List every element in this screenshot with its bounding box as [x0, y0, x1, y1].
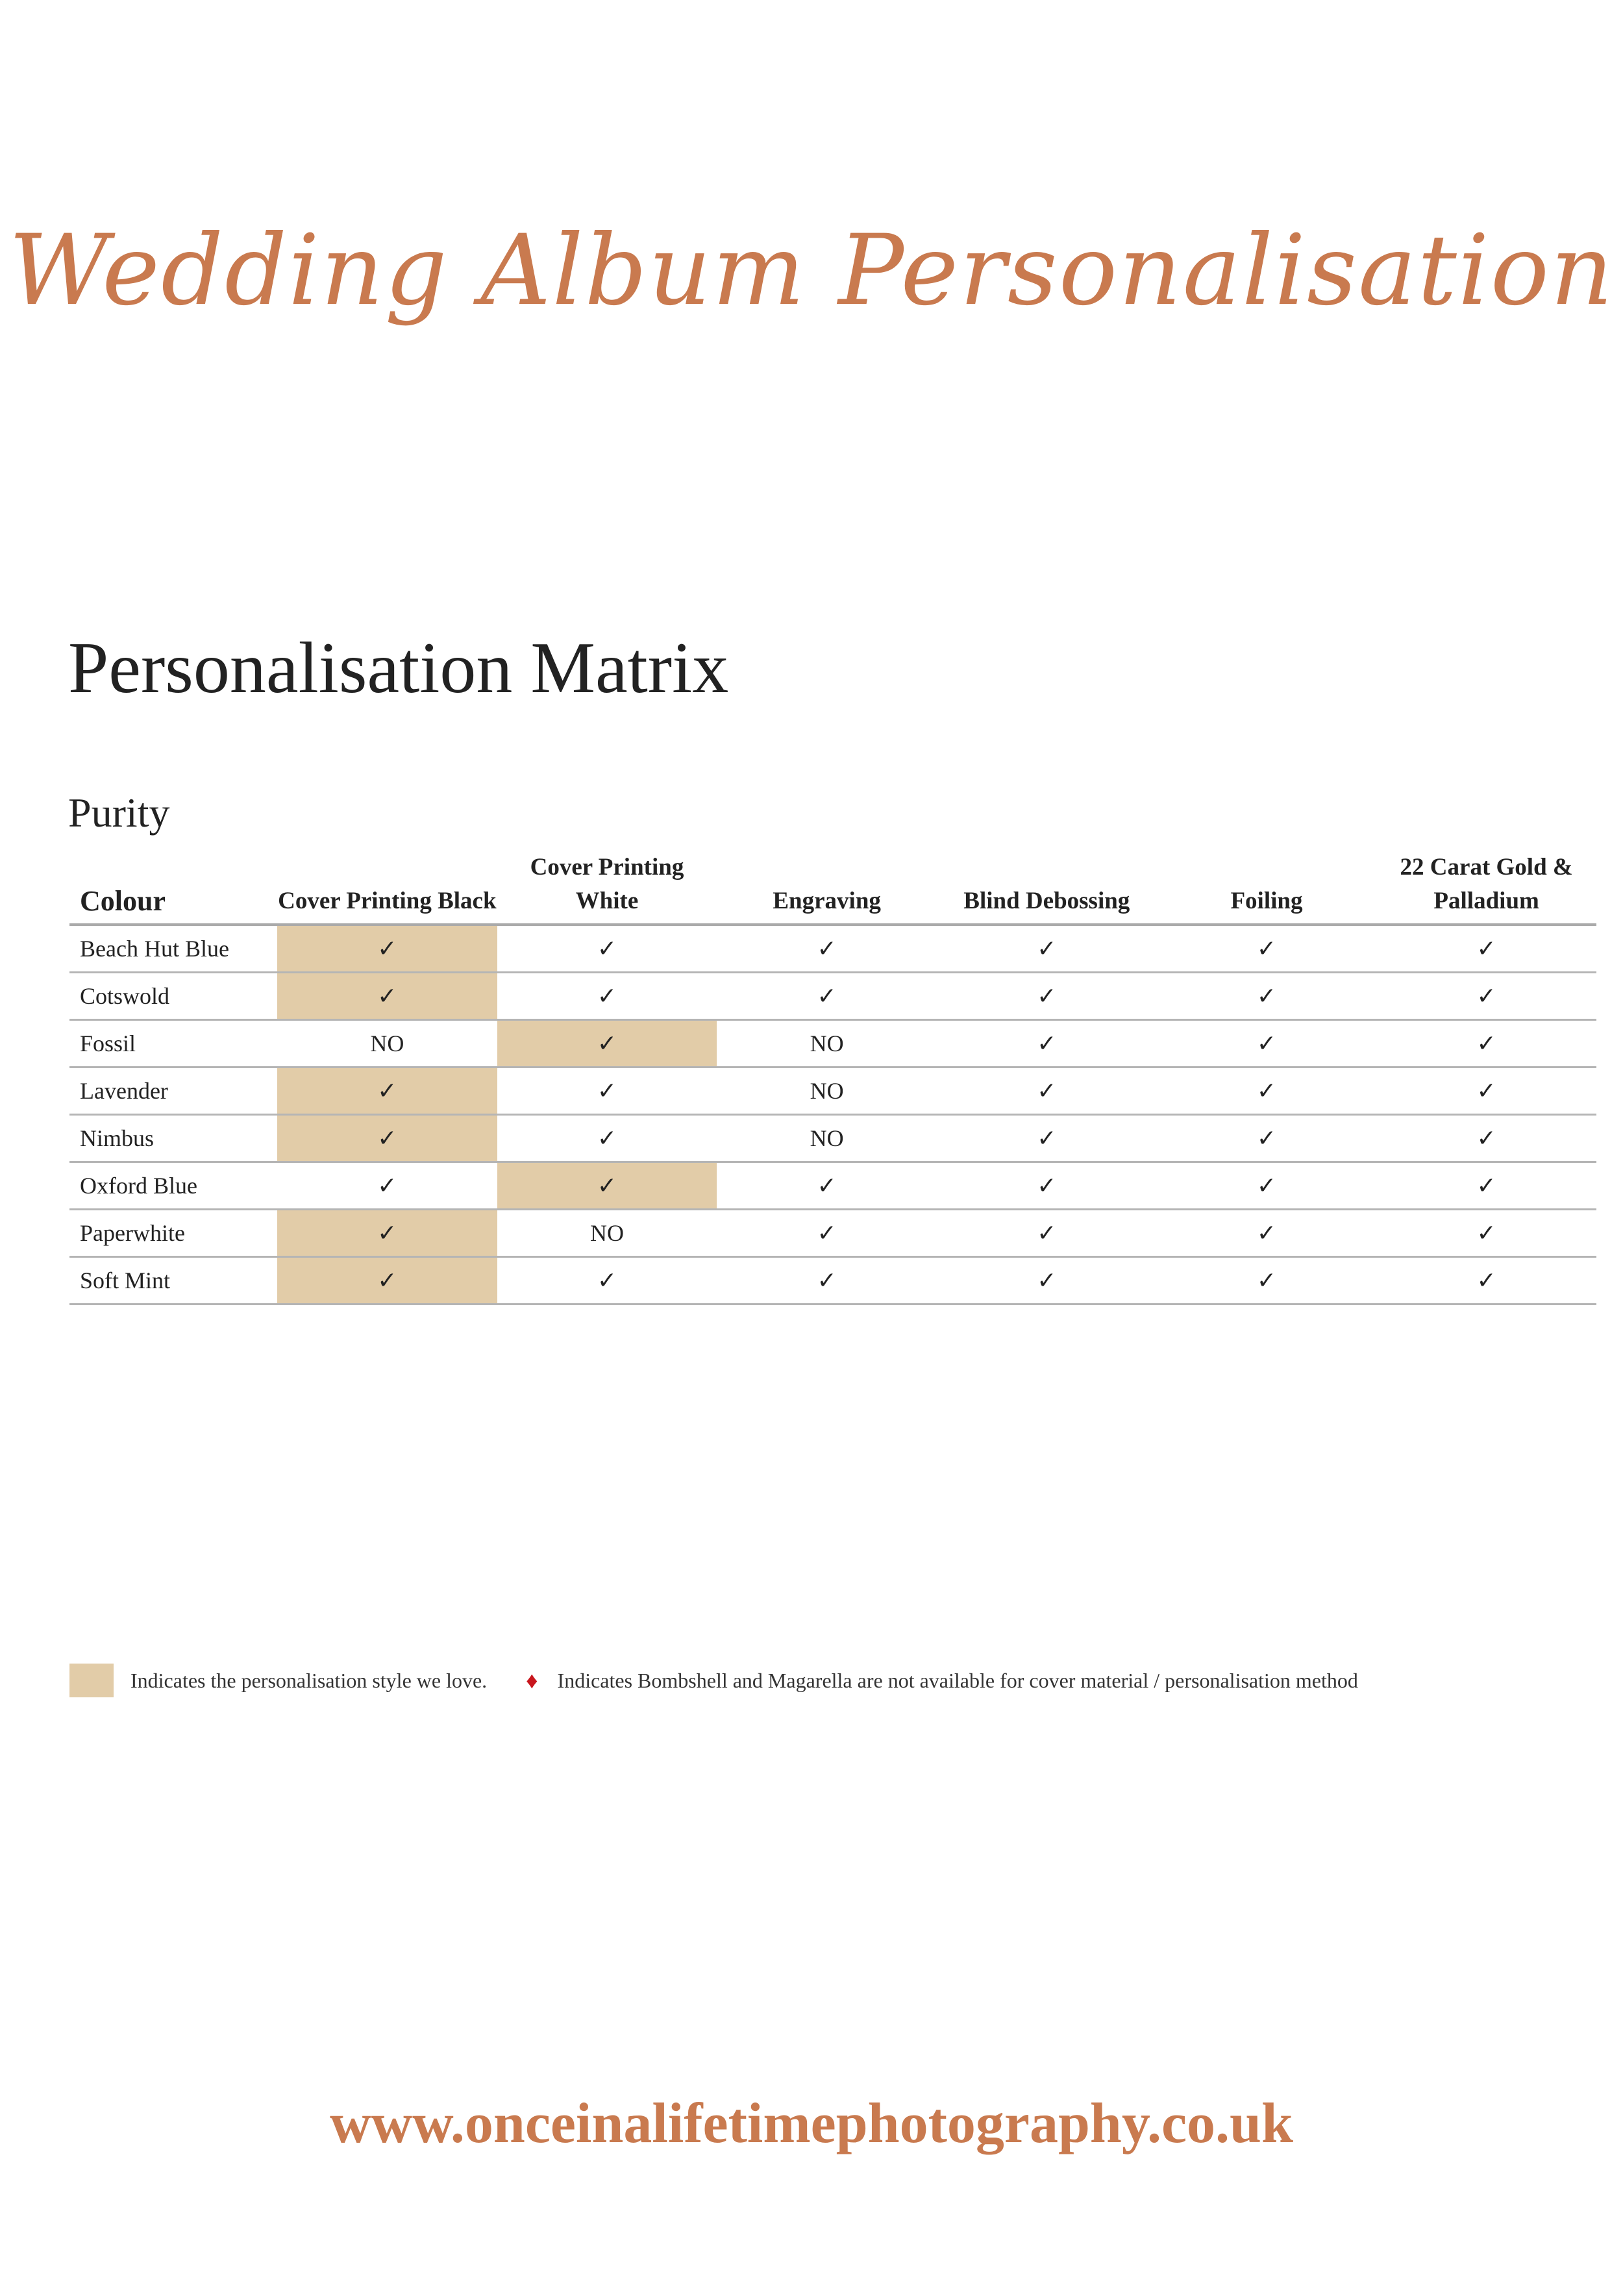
column-header: 22 Carat Gold & Palladium	[1376, 851, 1596, 925]
checkmark-cell: ✓	[717, 1210, 937, 1257]
unavailable-cell: NO	[717, 1067, 937, 1115]
table-row	[69, 1067, 1596, 1115]
checkmark-cell: ✓	[497, 925, 717, 973]
checkmark-cell: ✓	[1376, 1020, 1596, 1067]
checkmark-cell: ✓	[1157, 973, 1377, 1020]
checkmark-cell: ✓	[937, 973, 1157, 1020]
checkmark-cell: ✓	[1157, 925, 1377, 973]
table-row	[69, 1162, 1596, 1210]
colour-name: Beach Hut Blue	[69, 925, 277, 973]
table-row	[69, 925, 1596, 973]
checkmark-cell: ✓	[937, 1067, 1157, 1115]
colour-name: Nimbus	[69, 1115, 277, 1162]
checkmark-cell: ✓	[1376, 1210, 1596, 1257]
checkmark-cell: ✓	[717, 973, 937, 1020]
checkmark-cell: ✓	[717, 1162, 937, 1210]
colour-name: Fossil	[69, 1020, 277, 1067]
column-header: Colour	[69, 851, 277, 925]
table-row	[69, 1115, 1596, 1162]
highlight-swatch	[69, 1664, 114, 1697]
checkmark-cell: ✓	[497, 1257, 717, 1304]
checkmark-cell: ✓	[1157, 1115, 1377, 1162]
colour-name: Cotswold	[69, 973, 277, 1020]
checkmark-cell: ✓	[1376, 1115, 1596, 1162]
unavailable-cell: NO	[497, 1210, 717, 1257]
colour-name: Oxford Blue	[69, 1162, 277, 1210]
checkmark-cell: ✓	[1376, 1067, 1596, 1115]
checkmark-cell: ✓	[717, 925, 937, 973]
section-heading: Personalisation Matrix	[68, 628, 729, 708]
checkmark-cell: ✓	[937, 1210, 1157, 1257]
header-row	[69, 851, 1596, 925]
checkmark-cell: ✓	[277, 1067, 497, 1115]
table-row	[69, 1020, 1596, 1067]
checkmark-cell: ✓	[497, 1115, 717, 1162]
checkmark-cell: ✓	[277, 1162, 497, 1210]
collection-name: Purity	[68, 790, 170, 836]
website-link[interactable]: www.onceinalifetimephotography.co.uk	[330, 2092, 1293, 2155]
table-row	[69, 1257, 1596, 1304]
diamond-icon: ♦	[526, 1667, 538, 1693]
checkmark-cell: ✓	[497, 973, 717, 1020]
checkmark-cell: ✓	[937, 1162, 1157, 1210]
legend-love-text: Indicates the personalisation style we love.	[130, 1668, 488, 1692]
column-header: Cover Printing White	[497, 851, 717, 925]
checkmark-cell: ✓	[1157, 1067, 1377, 1115]
checkmark-cell: ✓	[1157, 1257, 1377, 1304]
checkmark-cell: ✓	[1376, 1162, 1596, 1210]
legend-unavailable-text: Indicates Bombshell and Magarella are not available for cover material / personalisation method	[557, 1668, 1358, 1692]
checkmark-cell: ✓	[497, 1020, 717, 1067]
colour-name: Paperwhite	[69, 1210, 277, 1257]
unavailable-cell: NO	[277, 1020, 497, 1067]
column-header: Blind Debossing	[937, 851, 1157, 925]
checkmark-cell: ✓	[937, 925, 1157, 973]
checkmark-cell: ✓	[717, 1257, 937, 1304]
checkmark-cell: ✓	[937, 1020, 1157, 1067]
checkmark-cell: ✓	[1157, 1020, 1377, 1067]
checkmark-cell: ✓	[497, 1067, 717, 1115]
checkmark-cell: ✓	[1376, 1257, 1596, 1304]
table-row	[69, 1210, 1596, 1257]
column-header: Foiling	[1157, 851, 1377, 925]
checkmark-cell: ✓	[937, 1115, 1157, 1162]
unavailable-cell: NO	[717, 1115, 937, 1162]
checkmark-cell: ✓	[1157, 1162, 1377, 1210]
checkmark-cell: ✓	[937, 1257, 1157, 1304]
checkmark-cell: ✓	[1376, 973, 1596, 1020]
column-header: Cover Printing Black	[277, 851, 497, 925]
colour-name: Soft Mint	[69, 1257, 277, 1304]
checkmark-cell: ✓	[277, 1257, 497, 1304]
checkmark-cell: ✓	[1157, 1210, 1377, 1257]
legend	[69, 1664, 1358, 1697]
checkmark-cell: ✓	[277, 1210, 497, 1257]
page-title: Wedding Album Personalisation	[8, 214, 1615, 327]
checkmark-cell: ✓	[1376, 925, 1596, 973]
checkmark-cell: ✓	[277, 925, 497, 973]
table-row	[69, 973, 1596, 1020]
unavailable-cell: NO	[717, 1020, 937, 1067]
personalisation-matrix	[69, 851, 1596, 1305]
checkmark-cell: ✓	[277, 1115, 497, 1162]
column-header: Engraving	[717, 851, 937, 925]
checkmark-cell: ✓	[497, 1162, 717, 1210]
colour-name: Lavender	[69, 1067, 277, 1115]
checkmark-cell: ✓	[277, 973, 497, 1020]
